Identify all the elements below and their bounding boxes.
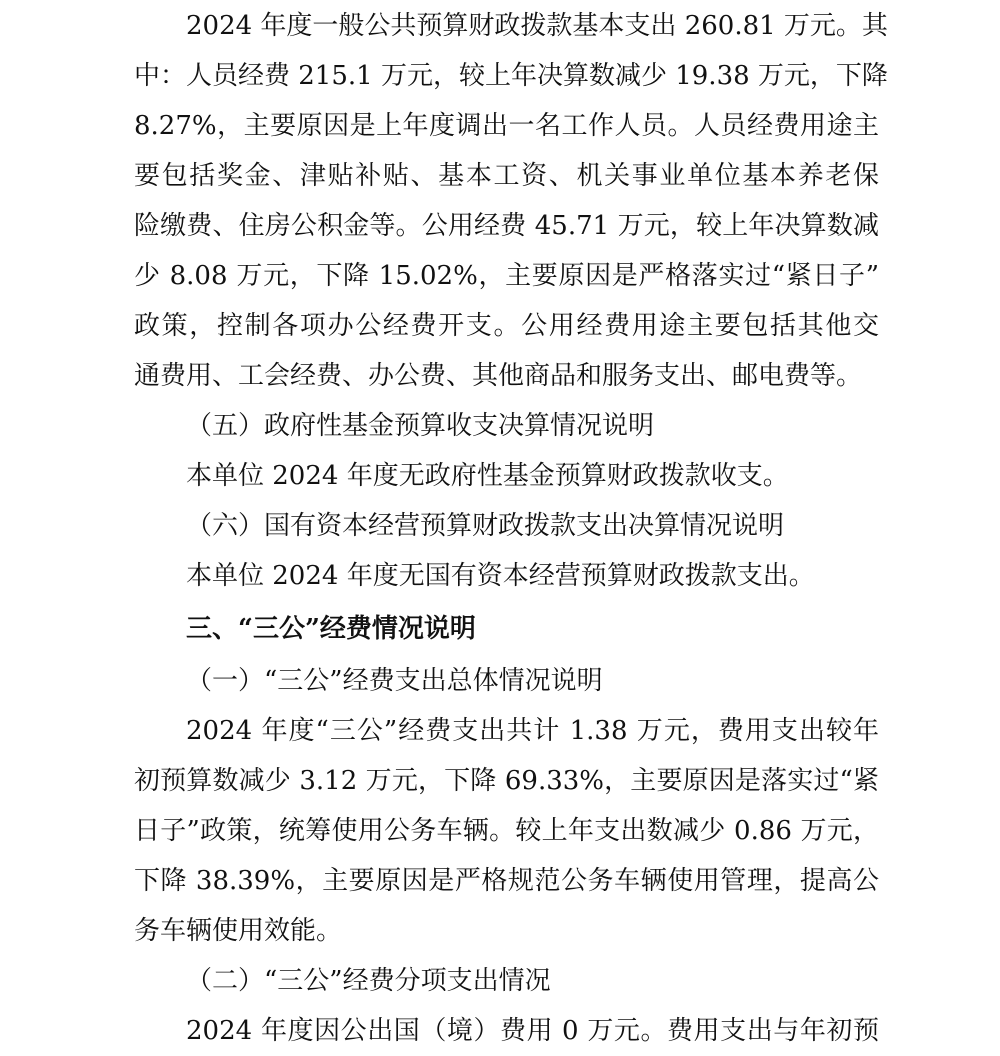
paragraph-line: 本单位 2024 年度无国有资本经营预算财政拨款支出。 — [186, 561, 815, 591]
paragraph-line: 险缴费、住房公积金等。公用经费 45.71 万元，较上年决算数减 — [134, 211, 879, 241]
paragraph-line: 2024 年度“三公”经费支出共计 1.38 万元，费用支出较年 — [186, 716, 879, 746]
paragraph-line: 初预算数减少 3.12 万元，下降 69.33%，主要原因是落实过“紧 — [134, 766, 879, 796]
paragraph-line: 下降 38.39%，主要原因是严格规范公务车辆使用管理，提高公 — [134, 866, 879, 896]
paragraph-line: 中：人员经费 215.1 万元，较上年决算数减少 19.38 万元，下降 — [134, 61, 888, 91]
paragraph-line: 2024 年度因公出国（境）费用 0 万元。费用支出与年初预 — [186, 1016, 879, 1046]
paragraph-line: 通费用、工会经费、办公费、其他商品和服务支出、邮电费等。 — [134, 361, 863, 391]
section-heading-2: （二）“三公”经费分项支出情况 — [186, 966, 551, 996]
paragraph-line: 本单位 2024 年度无政府性基金预算财政拨款收支。 — [186, 461, 789, 491]
section-heading-1: （一）“三公”经费支出总体情况说明 — [186, 666, 603, 696]
chapter-heading-3: 三、“三公”经费情况说明 — [186, 614, 476, 644]
paragraph-line: 2024 年度一般公共预算财政拨款基本支出 260.81 万元。其 — [186, 11, 888, 41]
paragraph-line: 少 8.08 万元，下降 15.02%，主要原因是严格落实过“紧日子” — [134, 261, 879, 291]
section-heading-5: （五）政府性基金预算收支决算情况说明 — [186, 411, 655, 441]
paragraph-line: 要包括奖金、津贴补贴、基本工资、机关事业单位基本养老保 — [134, 161, 879, 191]
section-heading-6: （六）国有资本经营预算财政拨款支出决算情况说明 — [186, 511, 785, 541]
paragraph-line: 8.27%，主要原因是上年度调出一名工作人员。人员经费用途主 — [134, 111, 879, 141]
paragraph-line: 日子”政策，统筹使用公务车辆。较上年支出数减少 0.86 万元， — [134, 816, 879, 846]
paragraph-line: 政策，控制各项办公经费开支。公用经费用途主要包括其他交 — [134, 311, 879, 341]
paragraph-line: 务车辆使用效能。 — [134, 916, 343, 946]
